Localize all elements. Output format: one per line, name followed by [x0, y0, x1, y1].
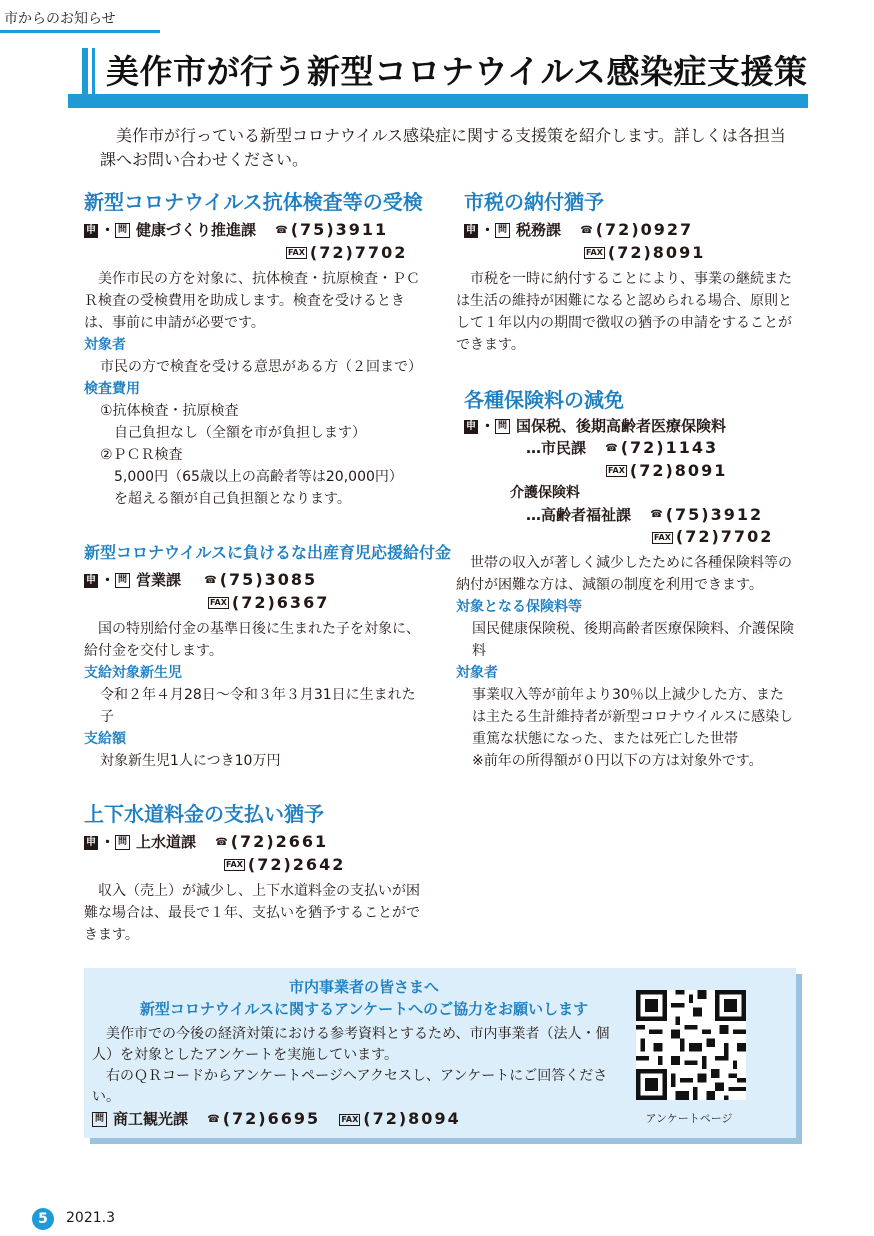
contact-line: 申 ・ 問 健康づくり推進課 ☎ (75)3911 — [84, 219, 424, 242]
amount-text: 対象新生児1人につき10万円 — [100, 752, 281, 769]
fax-line-2 — [456, 526, 796, 548]
insurance-heading-2: 介護保険料 — [510, 484, 580, 501]
survey-body-1: 美作市での今後の経済対策における参考資料とするため、市内事業者（法人・個人）を対象としたアンケートを実施しています。 — [92, 1026, 610, 1063]
survey-box — [84, 968, 796, 1138]
target-text: 事業収入等が前年より30％以上減少した方、または主たる生計維持者が新型コロナウイルスに感染し重篤な状態になった、または死亡した世帯 — [472, 687, 794, 747]
dept-name: 上水道課 — [136, 833, 197, 851]
phone-icon: ☎ — [215, 836, 228, 848]
dept-name: 営業課 — [136, 571, 182, 589]
dept-name: 商工観光課 — [113, 1110, 189, 1128]
contact-line: 申 ・ 問 上水道課 ☎ (72)2661 — [84, 831, 424, 854]
section-title: 新型コロナウイルス抗体検査等の受検 — [84, 190, 423, 214]
fax-icon: FAX — [608, 466, 625, 475]
inquiry-mark-icon: 問 — [495, 223, 510, 238]
label-fees: 対象となる保険料等 — [456, 599, 582, 615]
tel-number: (72)0927 — [595, 220, 694, 239]
label-target: 支給対象新生児 — [84, 664, 182, 681]
cost-item-2-detail-2: を超える額が自己負担額となります。 — [114, 490, 351, 507]
inquiry-mark-icon: 問 — [92, 1112, 107, 1127]
section-body: 収入（売上）が減少し、上下水道料金の支払いが困難な場合は、最長で１年、支払いを猶予することができます。 — [84, 882, 420, 943]
label-target: 対象者 — [84, 336, 126, 353]
apply-mark-icon: 申 — [86, 224, 96, 236]
section-tax-deferral — [456, 186, 796, 356]
section-insurance-reduction — [456, 384, 796, 772]
fax-number: (72)8091 — [629, 460, 728, 480]
inquiry-mark-icon: 問 — [495, 419, 510, 434]
contact-line: 申 ・ 問 税務課 ☎ (72)0927 — [456, 219, 796, 242]
fax-line — [84, 854, 424, 876]
section-antibody-test — [84, 186, 424, 510]
qr-caption: アンケートページ — [645, 1112, 733, 1125]
insurance-heading-1: 国保税、後期高齢者医療保険料 — [516, 417, 727, 435]
fees-text: 国民健康保険税、後期高齢者医療保険料、介護保険料 — [472, 621, 794, 659]
cost-item-1-detail: 自己負担なし（全額を市が負担します） — [114, 424, 366, 441]
section-body: 市税を一時に納付することにより、事業の継続または生活の維持が困難になると認められる場合、原則として１年以内の期間で徴収の猶予の申請をすることができます。 — [456, 270, 792, 353]
survey-heading-2: 新型コロナウイルスに関するアンケートへのご協力をお願いします — [139, 1000, 589, 1018]
section-title: 上下水道料金の支払い猶予 — [84, 802, 324, 826]
survey-heading-1: 市内事業者の皆さまへ — [288, 978, 439, 996]
label-cost: 検査費用 — [84, 380, 140, 397]
phone-icon: ☎ — [275, 224, 288, 236]
section-title: 市税の納付猶予 — [464, 190, 604, 214]
tel-number: (72)2661 — [230, 832, 329, 851]
inquiry-mark-icon: 問 — [115, 573, 130, 588]
fax-number: (72)7702 — [309, 242, 408, 262]
survey-body — [92, 1024, 612, 1108]
fax-icon: FAX — [341, 1114, 359, 1124]
label-amount: 支給額 — [84, 730, 126, 747]
title-band — [68, 42, 808, 110]
fax-line — [84, 242, 424, 264]
cost-item-2: ②ＰＣＲ検査 — [100, 446, 183, 463]
title-underline — [68, 94, 808, 108]
tel-number: (75)3912 — [665, 504, 764, 524]
section-water-deferral — [84, 798, 424, 946]
title-bar-mark — [82, 48, 88, 94]
tel-number: (72)1143 — [620, 438, 719, 457]
qr-code[interactable] — [636, 990, 746, 1100]
apply-mark-icon: 申 — [466, 224, 476, 236]
fax-number: (72)2642 — [247, 854, 346, 874]
page-title: 美作市が行う新型コロナウイルス感染症支援策 — [106, 52, 808, 91]
fax-number: (72)7702 — [675, 527, 774, 546]
fax-icon: FAX — [586, 248, 603, 257]
cost-item-1: ①抗体検査・抗原検査 — [100, 402, 239, 419]
survey-contact — [92, 1108, 461, 1129]
inquiry-mark-icon: 問 — [115, 835, 130, 850]
contact-line: 申 ・ 問 営業課 ☎ (75)3085 — [84, 569, 426, 592]
apply-mark-icon: 申 — [86, 574, 96, 586]
title-bar-mark-thin — [92, 48, 95, 94]
dept-name: 健康づくり推進課 — [136, 221, 257, 239]
section-body: 国の特別給付金の基準日後に生まれた子を対象に、給付金を交付します。 — [84, 620, 420, 659]
section-title: 各種保険料の減免 — [464, 388, 624, 412]
section-body: 世帯の収入が著しく減少したために各種保険料等の納付が困難な方は、減額の制度を利用できます。 — [456, 555, 792, 593]
tel-number: (75)3085 — [219, 570, 318, 589]
issue-date: 2021.3 — [66, 1210, 115, 1226]
inquiry-mark-icon: 問 — [115, 223, 130, 238]
dept-name: …市民課 — [526, 439, 587, 457]
header-rule — [0, 30, 160, 33]
tel-number: (72)6695 — [222, 1109, 321, 1128]
apply-mark-icon: 申 — [86, 836, 96, 848]
cost-item-2-detail: 5,000円（65歳以上の高齢者等は20,000円） — [114, 468, 403, 485]
fax-line-1 — [456, 460, 796, 482]
apply-mark-icon: 申 — [466, 420, 476, 432]
contact-line-1 — [456, 437, 796, 460]
fax-icon: FAX — [288, 248, 305, 257]
dept-name: …高齢者福祉課 — [526, 505, 632, 524]
target-text: 令和２年４月28日～令和３年３月31日に生まれた子 — [100, 686, 416, 725]
fax-line — [84, 592, 426, 614]
tel-number: (75)3911 — [290, 220, 389, 239]
label-target: 対象者 — [456, 665, 498, 681]
section-birth-support — [84, 540, 452, 772]
contact-line-2 — [456, 504, 796, 527]
header-label: 市からのお知らせ — [4, 11, 116, 27]
phone-icon: ☎ — [650, 509, 663, 520]
section-title: 新型コロナウイルスに負けるな出産育児応援給付金 — [84, 543, 452, 562]
phone-icon: ☎ — [207, 1114, 220, 1125]
contact-head-1: 申 ・ 問 国保税、後期高齢者医療保険料 — [466, 417, 727, 435]
page-number: 5 — [32, 1208, 54, 1230]
section-body: 美作市民の方を対象に、抗体検査・抗原検査・ＰＣＲ検査の受検費用を助成します。検査を受けるときは、事前に申請が必要です。 — [84, 270, 420, 331]
fax-number: (72)8091 — [607, 242, 706, 262]
intro-text: 美作市が行っている新型コロナウイルス感染症に関する支援策を紹介します。詳しくは各担当課へお問い合わせください。 — [100, 126, 786, 169]
fax-icon: FAX — [210, 598, 227, 607]
target-text: 市民の方で検査を受ける意思がある方（２回まで） — [100, 358, 422, 375]
fax-number: (72)8094 — [363, 1109, 461, 1128]
note-text: ※前年の所得額が０円以下の方は対象外です。 — [472, 753, 763, 769]
fax-icon: FAX — [654, 532, 671, 542]
fax-icon: FAX — [226, 860, 243, 869]
fax-line — [456, 242, 796, 264]
fax-number: (72)6367 — [231, 592, 330, 612]
survey-body-2: 右のＱＲコードからアンケートページへアクセスし、アンケートにご回答ください。 — [92, 1068, 608, 1105]
phone-icon: ☎ — [204, 574, 217, 586]
phone-icon: ☎ — [580, 224, 593, 236]
phone-icon: ☎ — [605, 442, 618, 454]
dept-name: 税務課 — [516, 221, 562, 239]
